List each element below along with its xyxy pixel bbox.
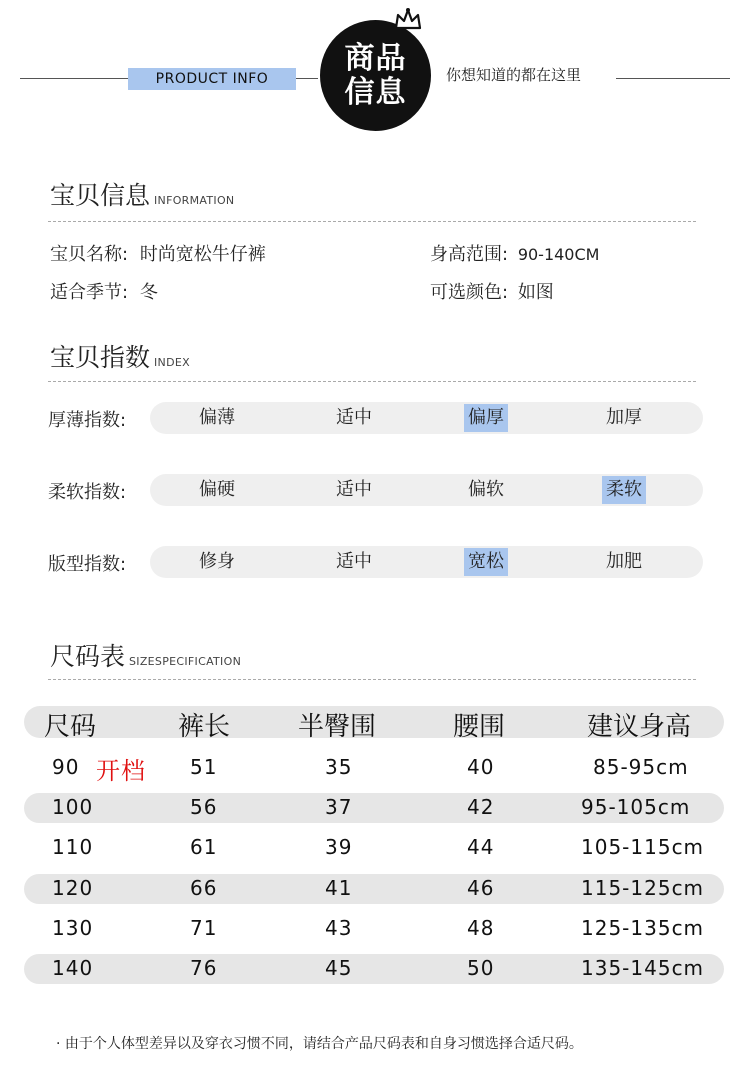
colors-label: 可选颜色: bbox=[430, 282, 509, 303]
header-size: 尺码 bbox=[44, 712, 97, 742]
info-divider bbox=[48, 221, 696, 222]
index-option: 修身 bbox=[199, 551, 235, 572]
size-cell: 90 bbox=[52, 755, 80, 779]
waist-cell: 40 bbox=[467, 755, 495, 779]
length-cell: 61 bbox=[190, 835, 218, 860]
size-divider bbox=[48, 679, 696, 680]
waist-cell: 44 bbox=[467, 835, 495, 860]
colors-value: 如图 bbox=[517, 282, 554, 303]
header-waist: 腰围 bbox=[453, 712, 506, 742]
colors bbox=[430, 278, 554, 304]
height-cell: 135-145cm bbox=[581, 956, 705, 980]
index-option: 适中 bbox=[336, 479, 372, 500]
season-label: 适合季节: bbox=[50, 282, 129, 303]
header-height: 建议身高 bbox=[587, 712, 692, 742]
badge-line-2: 信息 bbox=[344, 75, 407, 110]
size-cell: 100 bbox=[52, 795, 94, 820]
product-name-label: 宝贝名称: bbox=[50, 244, 129, 265]
height-cell: 95-105cm bbox=[581, 795, 691, 820]
info-subtitle: INFORMATION bbox=[154, 194, 235, 207]
index-option: 适中 bbox=[336, 407, 372, 428]
product-name-value: 时尚宽松牛仔裤 bbox=[139, 244, 266, 265]
product-info-badge bbox=[320, 20, 431, 131]
index-option: 偏软 bbox=[468, 479, 504, 500]
height-range-value: 90-140CM bbox=[517, 245, 600, 264]
header-line-mid bbox=[296, 78, 318, 79]
season bbox=[50, 278, 158, 304]
size-cell: 140 bbox=[52, 956, 94, 980]
header-line-right bbox=[616, 78, 730, 79]
header-length: 裤长 bbox=[178, 712, 231, 742]
index-option: 偏硬 bbox=[199, 479, 235, 500]
waist-cell: 46 bbox=[467, 875, 495, 900]
header-tagline: 你想知道的都在这里 bbox=[446, 66, 582, 84]
crown-icon bbox=[393, 6, 423, 36]
index-section-title bbox=[50, 338, 190, 374]
waist-cell: 42 bbox=[467, 795, 495, 820]
index-row-label: 柔软指数: bbox=[48, 482, 127, 503]
index-option: 加肥 bbox=[606, 551, 642, 572]
hip-cell: 43 bbox=[325, 915, 353, 940]
index-option-selected: 偏厚 bbox=[464, 404, 508, 432]
height-cell: 105-115cm bbox=[581, 835, 705, 860]
length-cell: 51 bbox=[190, 755, 218, 779]
length-cell: 56 bbox=[190, 795, 218, 820]
index-divider bbox=[48, 381, 696, 382]
length-cell: 71 bbox=[190, 915, 218, 940]
index-row-label: 版型指数: bbox=[48, 554, 127, 575]
info-title-text: 宝贝信息 bbox=[50, 181, 151, 210]
index-option-selected: 柔软 bbox=[602, 476, 646, 504]
hip-cell: 35 bbox=[325, 755, 353, 779]
hip-cell: 37 bbox=[325, 795, 353, 820]
product-info-label: PRODUCT INFO bbox=[128, 68, 296, 90]
size-cell: 130 bbox=[52, 915, 94, 940]
hip-cell: 41 bbox=[325, 875, 353, 900]
size-subtitle: SIZESPECIFICATION bbox=[129, 655, 242, 668]
height-cell: 115-125cm bbox=[581, 875, 705, 900]
index-option: 偏薄 bbox=[199, 407, 235, 428]
product-name bbox=[50, 240, 266, 266]
index-option: 加厚 bbox=[606, 407, 642, 428]
length-cell: 66 bbox=[190, 875, 218, 900]
size-cell: 110 bbox=[52, 835, 94, 860]
height-cell: 85-95cm bbox=[593, 755, 689, 779]
hip-cell: 45 bbox=[325, 956, 353, 980]
height-range-label: 身高范围: bbox=[430, 244, 509, 265]
hip-cell: 39 bbox=[325, 835, 353, 860]
header-hip: 半臀围 bbox=[298, 712, 377, 742]
height-range bbox=[430, 240, 599, 266]
index-option-selected: 宽松 bbox=[464, 548, 508, 576]
season-value: 冬 bbox=[139, 282, 158, 303]
waist-cell: 48 bbox=[467, 915, 495, 940]
length-cell: 76 bbox=[190, 956, 218, 980]
size-cell: 120 bbox=[52, 875, 94, 900]
size-title-text: 尺码表 bbox=[50, 642, 126, 671]
index-title-text: 宝贝指数 bbox=[50, 343, 151, 372]
waist-cell: 50 bbox=[467, 956, 495, 980]
size-section-title bbox=[50, 637, 241, 673]
index-subtitle: INDEX bbox=[154, 356, 190, 369]
info-section-title bbox=[50, 176, 234, 212]
open-crotch-tag: 开档 bbox=[96, 757, 146, 785]
header-line-left bbox=[20, 78, 128, 79]
index-row-label: 厚薄指数: bbox=[48, 410, 127, 431]
size-note: · 由于个人体型差异以及穿衣习惯不同，请结合产品尺码表和自身习惯选择合适尺码。 bbox=[56, 1036, 583, 1052]
badge-line-1: 商品 bbox=[344, 41, 407, 76]
index-option: 适中 bbox=[336, 551, 372, 572]
height-cell: 125-135cm bbox=[581, 915, 705, 940]
